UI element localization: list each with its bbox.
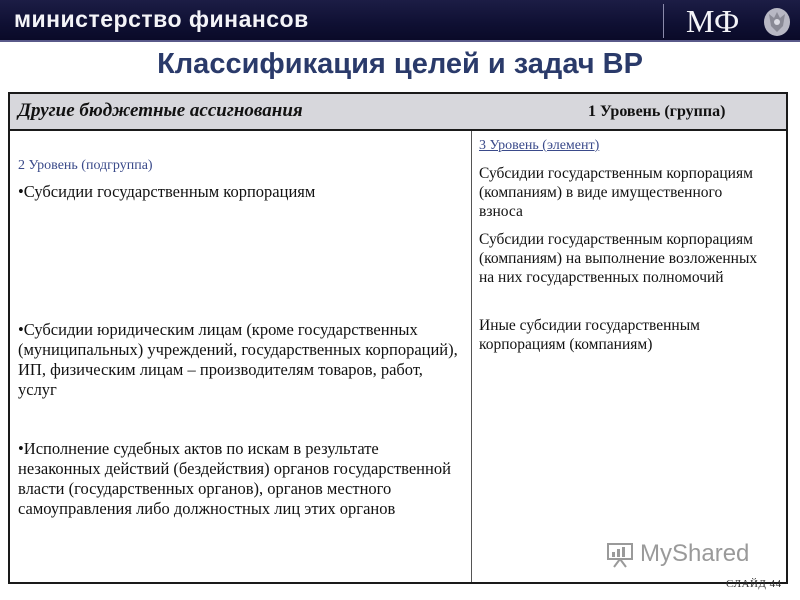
left-list-item: •Исполнение судебных актов по искам в результате незаконных действий (бездействия) органов государственной власти (государственных органов), органов местного самоуправления либо должностных лиц этих органов bbox=[18, 439, 451, 518]
header-level-1: 1 Уровень (группа) bbox=[588, 103, 726, 120]
slide-title: Классификация целей и задач ВР bbox=[157, 48, 643, 80]
level-2-label: 2 Уровень (подгруппа) bbox=[18, 158, 153, 173]
ministry-banner bbox=[0, 0, 800, 42]
header-category: Другие бюджетные ассигнования bbox=[18, 100, 303, 121]
left-list-item: •Субсидии государственным корпорациям bbox=[18, 182, 316, 201]
banner-divider bbox=[663, 4, 664, 38]
level-3-label: 3 Уровень (элемент) bbox=[479, 138, 600, 153]
right-list-item: Иные субсидии государственным корпорациям (компаниям) bbox=[479, 317, 700, 353]
coat-of-arms-icon bbox=[760, 4, 794, 38]
myshared-watermark bbox=[606, 540, 766, 570]
watermark-text: MyShared bbox=[640, 540, 750, 567]
right-list-item: Субсидии государственным корпорациям (компаниям) на выполнение возложенных на них государственных полномочий bbox=[479, 231, 758, 286]
ministry-logo: МФ bbox=[686, 3, 740, 39]
column-divider bbox=[471, 131, 472, 582]
ministry-title: министерство финансов bbox=[14, 6, 309, 32]
classification-table bbox=[8, 92, 788, 584]
right-list-item: Субсидии государственным корпорациям (компаниям) в виде имущественного взноса bbox=[479, 165, 753, 220]
presentation-board-icon bbox=[606, 542, 634, 568]
slide-number: СЛАЙД 44 bbox=[726, 578, 782, 590]
left-list-item: •Субсидии юридическим лицам (кроме государственных (муниципальных) учреждений, государственных корпораций), ИП, физическим лицам – производителям товаров, работ, услуг bbox=[18, 320, 458, 399]
table-header-row bbox=[10, 94, 786, 131]
